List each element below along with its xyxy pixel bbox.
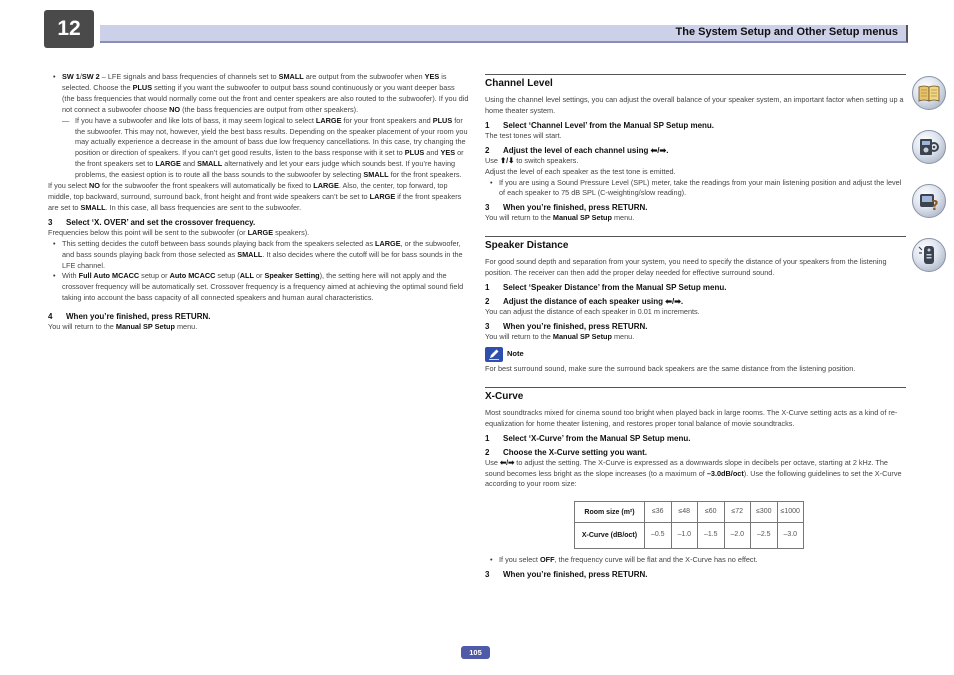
bass-tip: — If you have a subwoofer and like lots of bass, it may seem logical to select LARGE for your front speakers and PLUS for the subwoofer. This may not, however, yield the best bass results. Depending on the speaker placement of your room you may actually experience a decrease in the amount of bass due low frequency cancellations. In this case, try changing the position or direction of speakers. If you can’t get good results, listen to the bass response with it set to PLUS and YES or the front speakers set to LARGE and SMALL alternatively and let your ears judge which sounds best. If you’re having problems, the easiest option is to route all the bass sounds to the subwoofer by selecting SMALL for the front speakers.	[62, 115, 468, 180]
chapter-number: 12	[44, 10, 94, 48]
note-label: Note	[507, 348, 524, 358]
settings-panel-icon[interactable]	[912, 130, 946, 164]
channel-level-section	[485, 74, 906, 230]
xcurve-step-2-desc: Use ⬅/➡ to adjust the setting. The X-Curve is expressed as a downwards slope in decibels per octave, starting at 2 kHz. The sound becomes less bright as the slope increases (to a maximum of –3.0dB/oct). Use the following guidelines to set the X-Curve according to your room size:	[485, 457, 902, 489]
xcurve-header: X-Curve (dB/oct)	[575, 523, 645, 549]
xcurve-intro: Most soundtracks mixed for cinema sound too bright when played back in large rooms. The X-Curve setting acts as a kind of re-equalization for home theater listening, and restores proper tonal balance of movie soundtracks.	[485, 407, 898, 428]
room-size-cell: ≤36	[645, 502, 672, 523]
room-size-cell: ≤48	[671, 502, 698, 523]
speaker-distance-return: You will return to the Manual SP Setup menu.	[485, 331, 635, 341]
speaker-distance-step-3: 3 When you’re finished, press RETURN.	[485, 321, 648, 331]
room-size-header: Room size (m²)	[575, 502, 645, 523]
switch-speakers-text: Use ⬆/⬇ to switch speakers.	[485, 155, 579, 165]
room-size-cell: ≤1000	[777, 502, 804, 523]
channel-level-return: You will return to the Manual SP Setup menu.	[485, 213, 635, 223]
room-size-row	[575, 502, 804, 523]
speaker-distance-section	[485, 236, 906, 381]
xcurve-step-3: 3 When you’re finished, press RETURN.	[485, 570, 648, 580]
header-bar	[100, 25, 908, 43]
channel-level-intro: Using the channel level settings, you can adjust the overall balance of your speaker system, an important factor when setting up a home theater system.	[485, 95, 904, 115]
note-pencil-icon	[485, 347, 503, 362]
sw-bullet: • SW 1/SW 2 – LFE signals and bass frequencies of channels set to SMALL are output from the subwoofer when YES is selected. Choose the PLUS setting if you want the subwoofer to output bass sound continuously or you want deeper bass (the bass frequencies that would normally come out the front and center speakers are also routed to the subwoofer). If you did not connect a subwoofer choose NO (the bass frequencies are output from other speakers).	[48, 72, 469, 116]
adjust-level-text: Adjust the level of each speaker as the test tone is emitted.	[485, 166, 676, 176]
speaker-distance-step-2: 2 Adjust the distance of each speaker using ⬅/➡.	[485, 297, 684, 307]
note-header	[485, 347, 906, 362]
xcurve-off-bullet: • If you select OFF, the frequency curve will be flat and the X-Curve has no effect.	[485, 555, 906, 566]
xcurve-step-1: 1 Select ‘X-Curve’ from the Manual SP Setup menu.	[485, 433, 691, 443]
room-size-cell: ≤72	[724, 502, 751, 523]
right-column	[485, 74, 906, 580]
speaker-distance-step-1: 1 Select ‘Speaker Distance’ from the Manual SP Setup menu.	[485, 283, 727, 293]
xcurve-section	[485, 387, 906, 580]
xcurve-cell: –2.0	[724, 523, 751, 549]
xcurve-title: X-Curve	[485, 390, 524, 402]
xcurve-cell: –3.0	[777, 523, 804, 549]
xcurve-cell: –1.5	[698, 523, 725, 549]
crossover-bullet: • This setting decides the cutoff between bass sounds playing back from the speakers selected as LARGE, or the subwoofer, and bass sounds playing back from those selected as SMALL. It also decides where the cutoff will be for bass sounds in the LFE channel.	[48, 239, 469, 272]
xcurve-cell: –1.0	[671, 523, 698, 549]
speaker-distance-intro: For good sound depth and separation from your system, you need to specify the distance of your speakers from the listening position. The receiver can then add the proper delay needed for effective surround sound.	[485, 257, 887, 278]
mcacc-bullet: • With Full Auto MCACC setup or Auto MCACC setup (ALL or Speaker Setting), the setting here will not apply and the crossover frequency will be automatically set. Crossover frequency is a frequency aimed at achieving the optimal sound field taking into account the bass capacity of all connected speakers and human aural characteristics.	[48, 271, 469, 304]
return-description: You will return to the Manual SP Setup menu.	[48, 322, 198, 332]
channel-level-step-1: 1 Select ‘Channel Level’ from the Manual SP Setup menu.	[485, 120, 715, 130]
channel-level-step-1-desc: The test tones will start.	[485, 130, 562, 140]
help-question-icon[interactable]	[912, 184, 946, 218]
xcurve-cell: –0.5	[645, 523, 672, 549]
spl-meter-bullet: • If you are using a Sound Pressure Level (SPL) meter, take the readings from your main listening position and adjust the level of each speaker to 75 dB SPL (C-weighting/slow reading).	[485, 178, 906, 200]
speaker-distance-title: Speaker Distance	[485, 240, 569, 252]
channel-level-step-3: 3 When you’re finished, press RETURN.	[485, 203, 648, 213]
header-title: The System Setup and Other Setup menus	[675, 26, 898, 38]
svg-text:?: ?	[931, 199, 939, 212]
crossover-description: Frequencies below this point will be sent to the subwoofer (or LARGE speakers).	[48, 227, 310, 237]
subwoofer-no-paragraph: If you select NO for the subwoofer the front speakers will automatically be fixed to LARGE. Also, the center, top forward, top middle, top backward, surround, surround back, front height and front wide speakers can’t be set to LARGE if the front speakers are set to SMALL. In this case, all bass frequencies are sent to the subwoofer.	[48, 181, 462, 212]
step-3-crossover: 3 Select ‘X. OVER’ and set the crossover frequency.	[48, 217, 256, 227]
step-4-finish: 4 When you’re finished, press RETURN.	[48, 312, 211, 322]
xcurve-step-2: 2 Choose the X-Curve setting you want.	[485, 447, 648, 457]
book-icon[interactable]	[912, 76, 946, 110]
left-column	[48, 72, 469, 333]
room-size-cell: ≤60	[698, 502, 725, 523]
channel-level-title: Channel Level	[485, 78, 553, 89]
room-size-cell: ≤300	[751, 502, 778, 523]
xcurve-row	[575, 523, 804, 549]
remote-control-icon[interactable]	[912, 238, 946, 272]
note-text: For best surround sound, make sure the surround back speakers are the same distance from the listening position.	[485, 363, 856, 373]
page-number: 105	[461, 646, 490, 659]
xcurve-table	[574, 501, 804, 549]
channel-level-step-2: 2 Adjust the level of each channel using ⬅/➡.	[485, 145, 669, 155]
distance-increment-text: You can adjust the distance of each speaker in 0.01 m increments.	[485, 307, 700, 317]
xcurve-cell: –2.5	[751, 523, 778, 549]
